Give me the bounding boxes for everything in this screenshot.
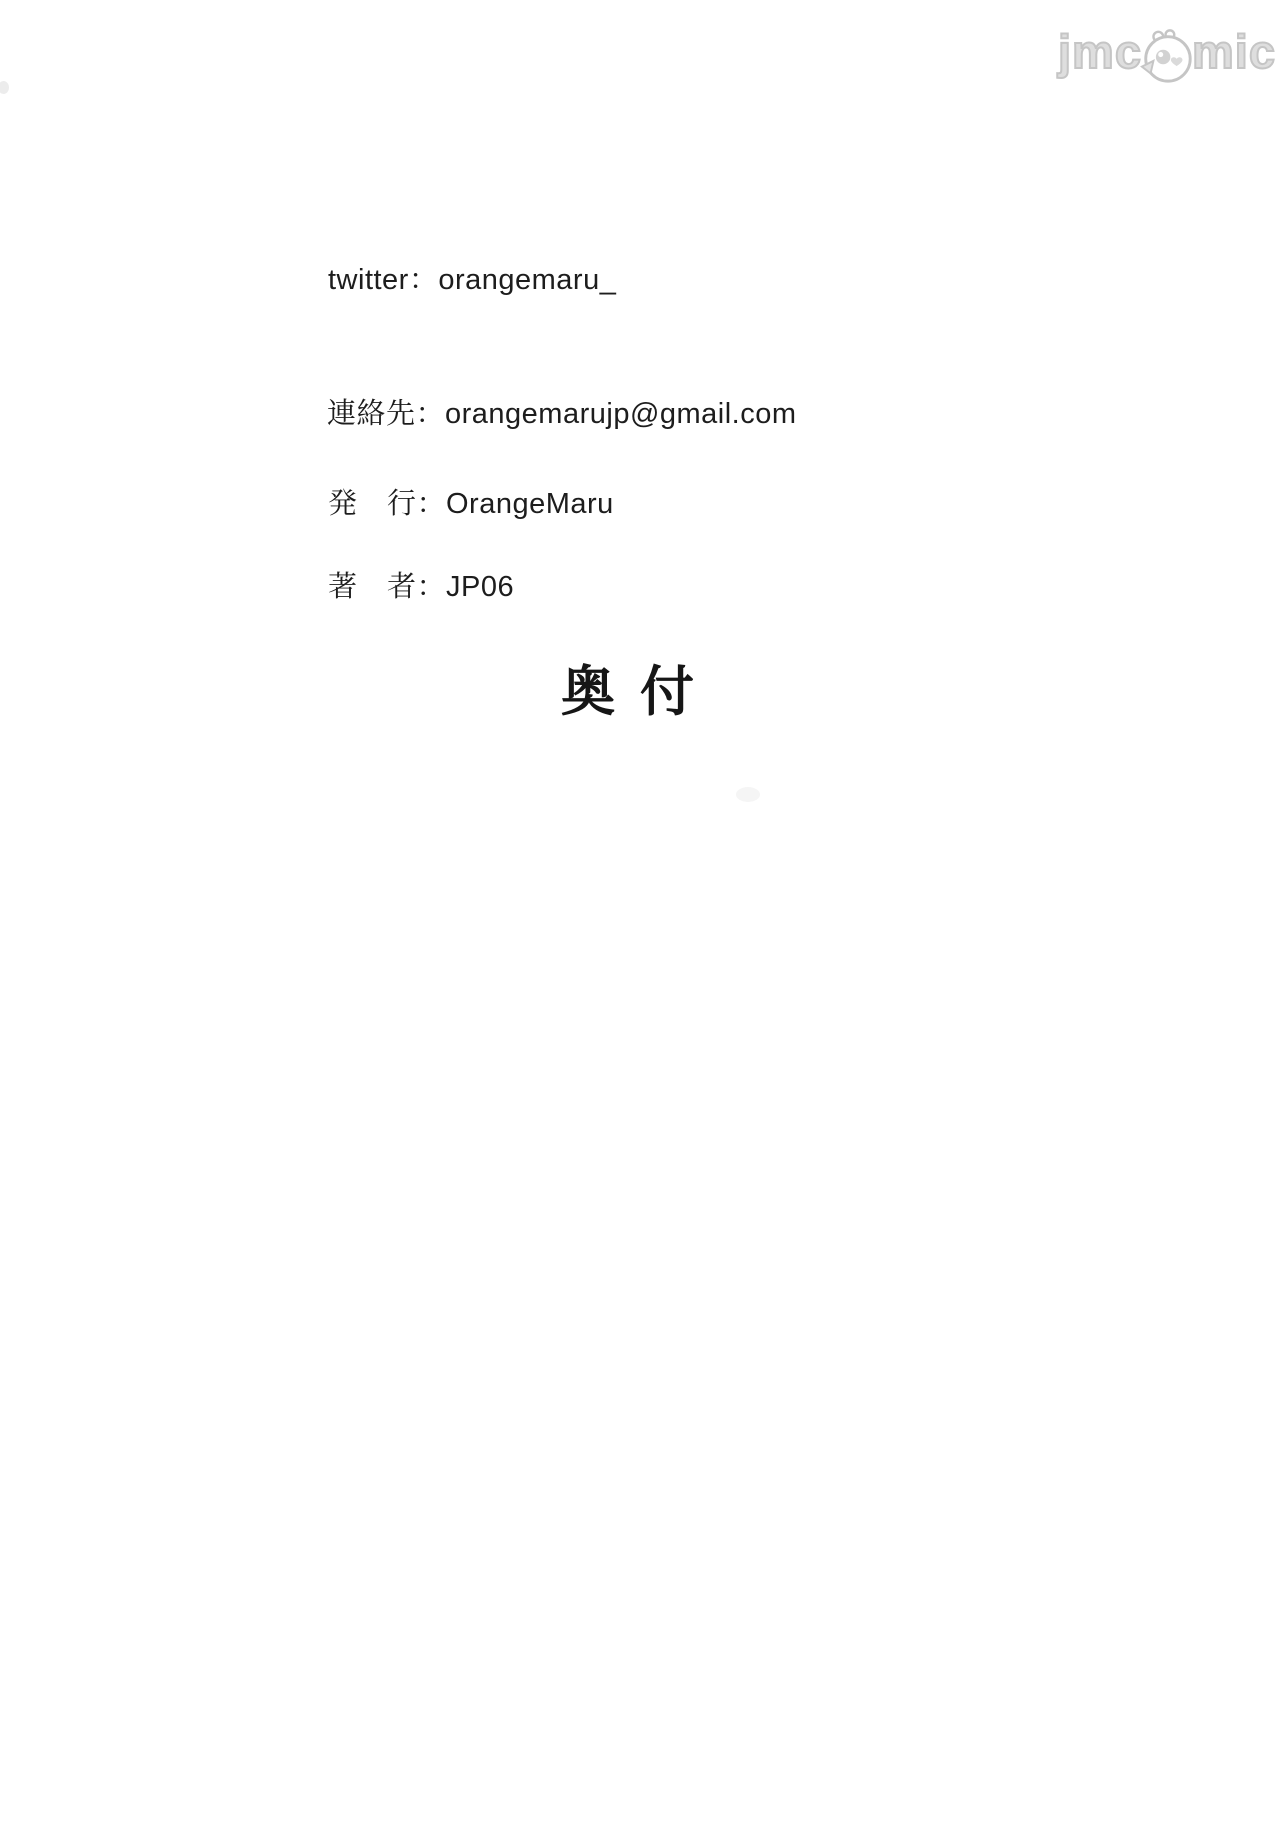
page-title-okuzuke: 奥 付 <box>560 662 699 722</box>
ghost-line-printer-bottom-cut <box>327 534 679 551</box>
bird-mascot-icon <box>1138 27 1196 85</box>
colophon-line-author: 著 者：JP06 <box>328 571 515 603</box>
scan-smudge-left <box>0 81 9 94</box>
watermark-text-suffix: mic <box>1192 24 1276 78</box>
watermark-text-prefix: jmc <box>1058 24 1142 78</box>
colophon-line-twitter: twitter：orangemaru_ <box>328 264 617 296</box>
scan-smudge-center <box>736 787 760 802</box>
jmcomic-watermark <box>1058 22 1276 80</box>
colophon-line-contact-email: 連絡先：orangemarujp@gmail.com <box>327 398 797 430</box>
ghost-line-issue-date-top-cut <box>327 448 595 468</box>
ghost-line-printer-top-cut <box>327 360 679 382</box>
colophon-line-publisher: 発 行：OrangeMaru <box>328 488 614 520</box>
ghost-line-issue-date-bottom-cut <box>327 622 595 648</box>
